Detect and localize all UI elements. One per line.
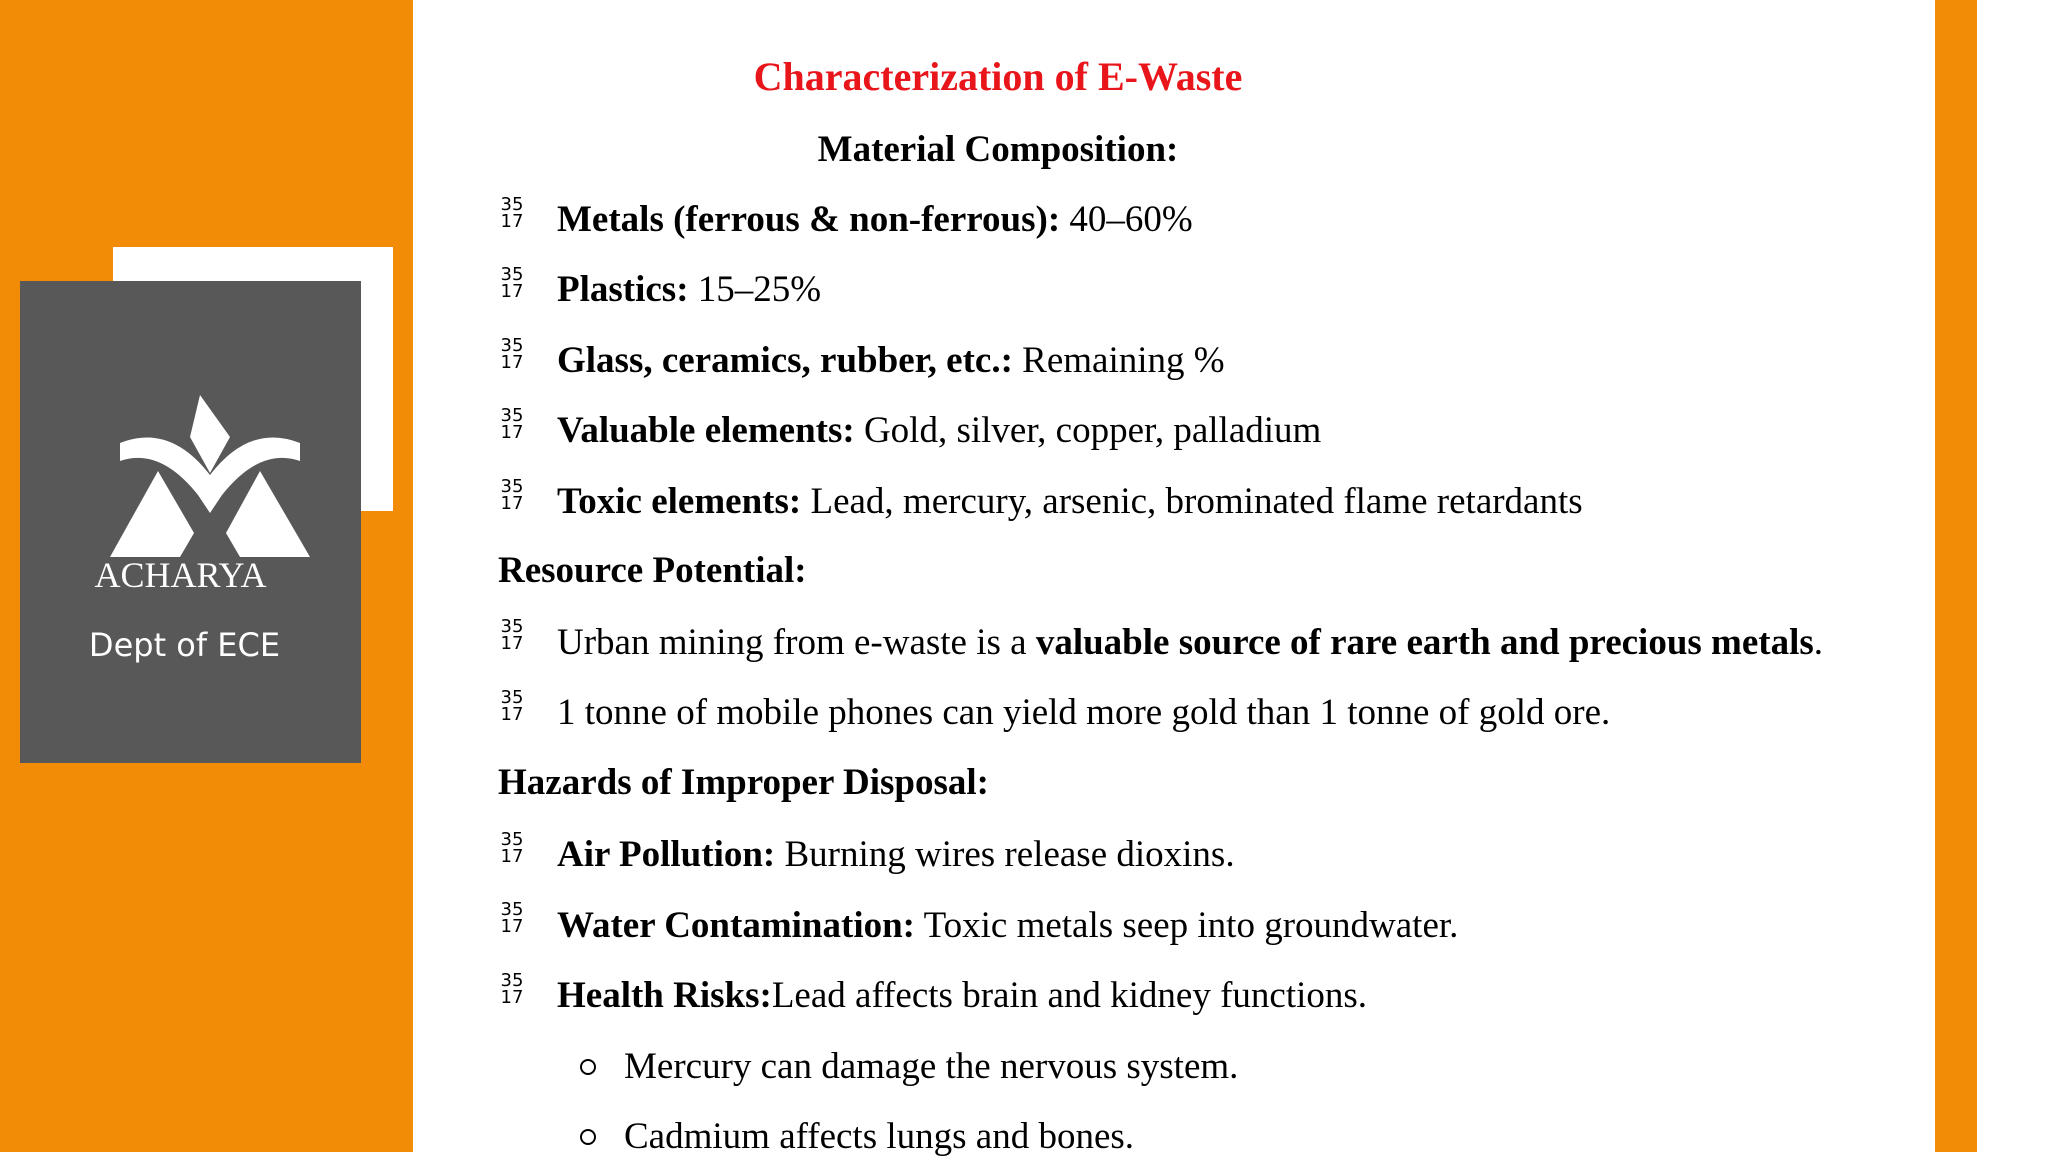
list-item: 1 tonne of mobile phones can yield more gold than 1 tonne of gold ore. — [557, 692, 1611, 733]
list-item: Water Contamination: Toxic metals seep into groundwater. — [557, 905, 1459, 946]
sub-list-item: Cadmium affects lungs and bones. — [624, 1116, 1135, 1157]
bullet-icon: 35 17 — [500, 616, 524, 654]
bullet-icon: 35 17 — [500, 970, 524, 1008]
bullet-icon: 35 17 — [500, 476, 524, 514]
logo-name: ACHARYA — [94, 555, 267, 595]
list-item: Metals (ferrous & non-ferrous): 40–60% — [557, 199, 1193, 240]
bullet-icon: 35 17 — [500, 687, 524, 725]
bullet-icon: 35 17 — [500, 405, 524, 443]
list-item: Valuable elements: Gold, silver, copper, palladium — [557, 410, 1322, 451]
circle-bullet-icon — [580, 1059, 596, 1075]
circle-bullet-icon — [580, 1129, 596, 1145]
list-item: Health Risks:Lead affects brain and kidney functions. — [557, 975, 1368, 1016]
bullet-icon: 35 17 — [500, 899, 524, 937]
bullet-icon: 35 17 — [500, 194, 524, 232]
section-heading-material: Material Composition: — [817, 129, 1179, 170]
right-accent-band — [1935, 0, 1977, 1152]
list-item: Plastics: 15–25% — [557, 269, 822, 310]
slide-title: Characterization of E-Waste — [753, 54, 1243, 99]
bullet-icon: 35 17 — [500, 264, 524, 302]
logo-panel — [20, 281, 361, 763]
bullet-icon: 35 17 — [500, 335, 524, 373]
sub-list-item: Mercury can damage the nervous system. — [624, 1046, 1239, 1087]
list-item: Urban mining from e-waste is a valuable source of rare earth and precious metals. — [557, 622, 1824, 663]
department-label: Dept of ECE — [88, 626, 281, 664]
list-item: Air Pollution: Burning wires release dioxins. — [557, 834, 1235, 875]
section-heading-hazards: Hazards of Improper Disposal: — [498, 762, 989, 803]
acharya-logo-icon — [110, 393, 310, 557]
section-heading-resource: Resource Potential: — [498, 550, 807, 591]
list-item: Glass, ceramics, rubber, etc.: Remaining % — [557, 340, 1225, 381]
bullet-icon: 35 17 — [500, 829, 524, 867]
list-item: Toxic elements: Lead, mercury, arsenic, brominated flame retardants — [557, 481, 1583, 522]
